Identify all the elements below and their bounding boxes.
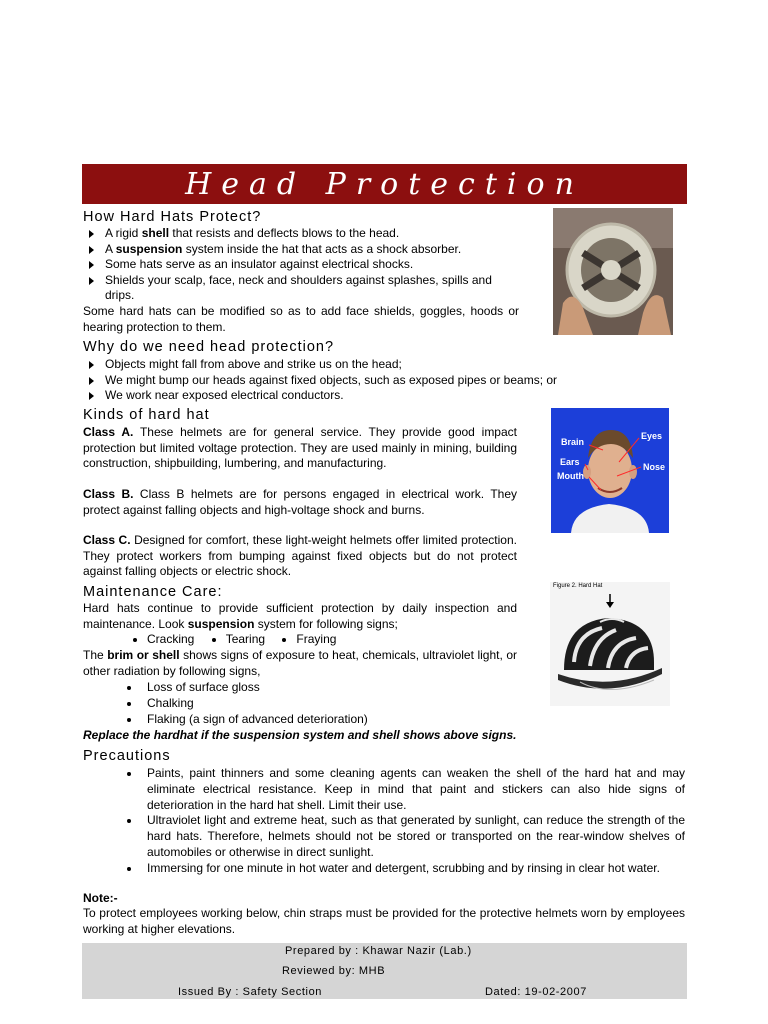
ears-label: Ears — [560, 457, 580, 467]
maintenance-intro: Hard hats continue to provide sufficient protection by daily inspection and maintenance. Look suspension system for following signs; — [83, 601, 517, 631]
nose-label: Nose — [643, 462, 666, 472]
bullet-dot-icon — [282, 638, 286, 642]
arrow-bullet-icon — [89, 377, 94, 385]
bullet-dot-icon — [127, 772, 131, 776]
list-item: Flaking (a sign of advanced deterioration) — [83, 712, 523, 728]
bullet-dot-icon — [127, 819, 131, 823]
heading-kinds-of-hard-hat: Kinds of hard hat — [83, 407, 210, 423]
page-title: Head Protection — [185, 166, 584, 202]
hard-hat-in-hands-photo — [553, 208, 673, 335]
list-item: Loss of surface gloss — [83, 680, 523, 696]
bullet-dot-icon — [212, 638, 216, 642]
list-item: A suspension system inside the hat that acts as a shock absorber. — [83, 242, 519, 258]
suspension-signs-row: Cracking Tearing Fraying — [133, 632, 336, 648]
heading-how-hard-hats-protect: How Hard Hats Protect? — [83, 209, 262, 225]
document-footer — [82, 943, 687, 999]
list-item: Immersing for one minute in hot water and detergent, scrubbing and by rinsing in clear hot water. — [83, 861, 685, 877]
eyes-label: Eyes — [641, 431, 663, 441]
list-item: Some hats serve as an insulator against electrical shocks. — [83, 257, 519, 273]
mouth-label: Mouth — [557, 471, 584, 481]
list-item: Ultraviolet light and extreme heat, such as that generated by sunlight, can reduce the strength of the hard hats. Therefore, helmets should not be stored or transported on the rear-window shelves of automobiles or otherwise in direct sunlight. — [83, 813, 685, 860]
arrow-bullet-icon — [89, 246, 94, 254]
list-item: Chalking — [83, 696, 523, 712]
class-b-paragraph: Class B. Class B helmets are for persons engaged in electrical work. They protect against falling objects and high-voltage shock and burns. — [83, 487, 517, 517]
issued-by: Issued By : Safety Section — [178, 986, 323, 998]
arrow-bullet-icon — [89, 277, 94, 285]
arrow-bullet-icon — [89, 361, 94, 369]
brim-signs-list — [83, 680, 523, 727]
arrow-bullet-icon — [89, 392, 94, 400]
reviewed-by: Reviewed by: MHB — [282, 965, 386, 977]
brim-shell-paragraph: The brim or shell shows signs of exposure to heat, chemicals, ultraviolet light, or other radiation by following signs, — [83, 648, 517, 678]
class-c-paragraph: Class C. Designed for comfort, these light-weight helmets offer limited protection. They protect workers from bumping against fixed objects but do not protect against falling objects or electric shock. — [83, 533, 517, 578]
title-banner — [82, 164, 687, 204]
bullet-dot-icon — [127, 867, 131, 871]
figure-caption: Figure 2. Hard Hat — [553, 583, 603, 589]
list-item: Objects might fall from above and strike us on the head; — [83, 357, 643, 373]
precautions-list — [83, 766, 685, 877]
list-item: We work near exposed electrical conductors. — [83, 388, 643, 404]
hard-hat-figure — [550, 582, 670, 706]
prepared-by: Prepared by : Khawar Nazir (Lab.) — [285, 945, 472, 957]
bullet-dot-icon — [127, 702, 131, 706]
bullet-dot-icon — [127, 686, 131, 690]
issue-date: Dated: 19-02-2007 — [485, 986, 587, 998]
how-list — [83, 226, 519, 304]
heading-why-head-protection: Why do we need head protection? — [83, 339, 335, 355]
arrow-bullet-icon — [89, 230, 94, 238]
list-item: We might bump our heads against fixed objects, such as exposed pipes or beams; or — [83, 373, 643, 389]
brain-label: Brain — [561, 437, 585, 447]
replace-hardhat-warning: Replace the hardhat if the suspension system and shell shows above signs. — [83, 728, 517, 742]
heading-maintenance-care: Maintenance Care: — [83, 584, 223, 600]
how-note-paragraph: Some hard hats can be modified so as to add face shields, goggles, hoods or hearing protection to them. — [83, 304, 519, 334]
bullet-dot-icon — [133, 638, 137, 642]
bullet-dot-icon — [127, 718, 131, 722]
list-item: Paints, paint thinners and some cleaning agents can weaken the shell of the hard hat and may eliminate electrical resistance. Keep in mind that paint and stickers can also hide signs of deterioration in the hard hat shell. Limit their use. — [83, 766, 685, 813]
note-text: To protect employees working below, chin straps must be provided for the protective helmets worn by employees working at higher elevations. — [83, 906, 685, 936]
face-exposure-diagram — [551, 408, 669, 533]
why-list — [83, 357, 643, 404]
arrow-bullet-icon — [89, 261, 94, 269]
list-item: A rigid shell that resists and deflects blows to the head. — [83, 226, 519, 242]
note-label: Note:- — [83, 891, 118, 905]
heading-precautions: Precautions — [83, 748, 171, 764]
list-item: Shields your scalp, face, neck and shoulders against splashes, spills and drips. — [83, 273, 519, 304]
class-a-paragraph: Class A. These helmets are for general service. They provide good impact protection but limited voltage protection. They are used mainly in mining, building construction, shipbuilding, lumbering, and manufacturing. — [83, 425, 517, 470]
